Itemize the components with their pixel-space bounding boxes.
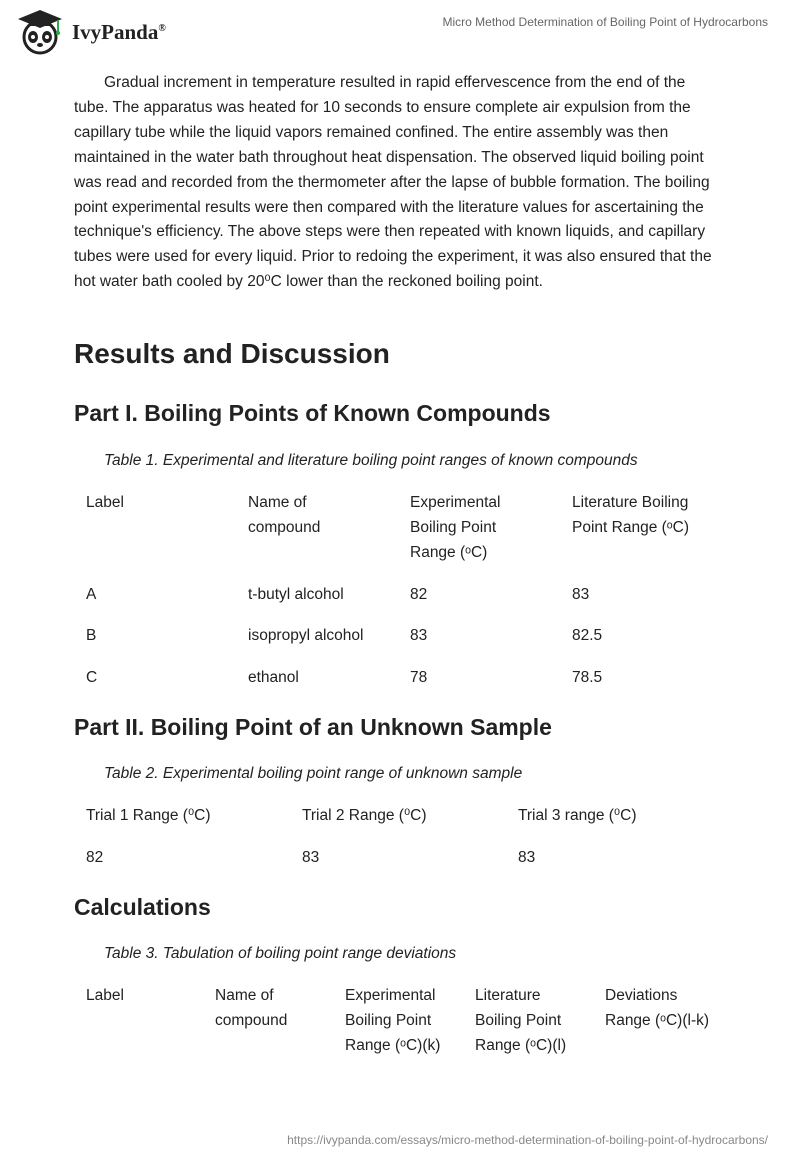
part1-heading: Part I. Boiling Points of Known Compounds [74, 400, 551, 426]
page-header [0, 0, 800, 60]
table-cell: 83 [518, 849, 536, 866]
intro-paragraph: Gradual increment in temperature resulted in rapid effervescence from the end of the tube. The apparatus was heated for 10 seconds to ensure complete air expulsion from the capillary tube while the liquid vapors remained confined. The entire assembly was then maintained in the water bath throughout heat dispensation. The observed liquid boiling point was read and recorded from the thermometer after the lapse of bubble formation. The boiling point experimental results were then compared with the literature values for ascertaining the technique's efficiency. The above steps were then repeated with known liquids, and capillary tubes were used for every liquid. Prior to redoing the experiment, it was also ensured that the hot water bath cooled by 20⁰C lower than the reckoned boiling point. [74, 74, 712, 291]
logo-text: IvyPanda® [72, 19, 166, 44]
ivypanda-logo[interactable] [14, 8, 166, 56]
table3-caption: Table 3. Tabulation of boiling point range deviations [104, 945, 457, 962]
table-cell: 82.5 [572, 627, 603, 644]
table1-header: Name of compound [248, 494, 321, 536]
table3-header: Deviations Range (ᵒC)(l-k) [605, 987, 710, 1029]
table-cell: isopropyl alcohol [248, 627, 364, 644]
table-cell: 83 [572, 586, 590, 603]
table2-header: Trial 3 range (⁰C) [518, 807, 637, 824]
table1-header: Label [86, 494, 124, 511]
table-cell: C [86, 669, 98, 686]
table3-header: Label [86, 987, 124, 1004]
table-cell: 78.5 [572, 669, 603, 686]
table-cell: A [86, 586, 97, 603]
table2-header: Trial 1 Range (⁰C) [86, 807, 211, 824]
table-cell: 83 [410, 627, 428, 644]
table-cell: 82 [410, 586, 428, 603]
source-url[interactable]: https://ivypanda.com/essays/micro-method-determination-of-boiling-point-of-hydrocarbons/ [287, 1133, 768, 1147]
table3-header: Literature Boiling Point Range (ᵒC)(l) [475, 987, 567, 1054]
calculations-heading: Calculations [74, 894, 211, 920]
table1-header: Literature Boiling Point Range (ᵒC) [572, 494, 689, 536]
table3-header: Name of compound [215, 987, 288, 1029]
table2-caption: Table 2. Experimental boiling point range of unknown sample [104, 765, 523, 782]
panda-graduate-icon [14, 8, 66, 56]
part2-heading: Part II. Boiling Point of an Unknown Sample [74, 714, 552, 740]
table2-header: Trial 2 Range (⁰C) [302, 807, 427, 824]
table-cell: t-butyl alcohol [248, 586, 344, 603]
table-cell: 82 [86, 849, 104, 866]
table1-caption: Table 1. Experimental and literature boiling point ranges of known compounds [104, 452, 638, 469]
table-cell: 78 [410, 669, 428, 686]
table-cell: 83 [302, 849, 320, 866]
essay-content [74, 71, 714, 295]
results-heading: Results and Discussion [74, 338, 390, 369]
document-title: Micro Method Determination of Boiling Point of Hydrocarbons [442, 15, 768, 29]
table3-header: Experimental Boiling Point Range (ᵒC)(k) [345, 987, 441, 1054]
table1-header: Experimental Boiling Point Range (ᵒC) [410, 494, 501, 561]
table-cell: B [86, 627, 97, 644]
table-cell: ethanol [248, 669, 299, 686]
